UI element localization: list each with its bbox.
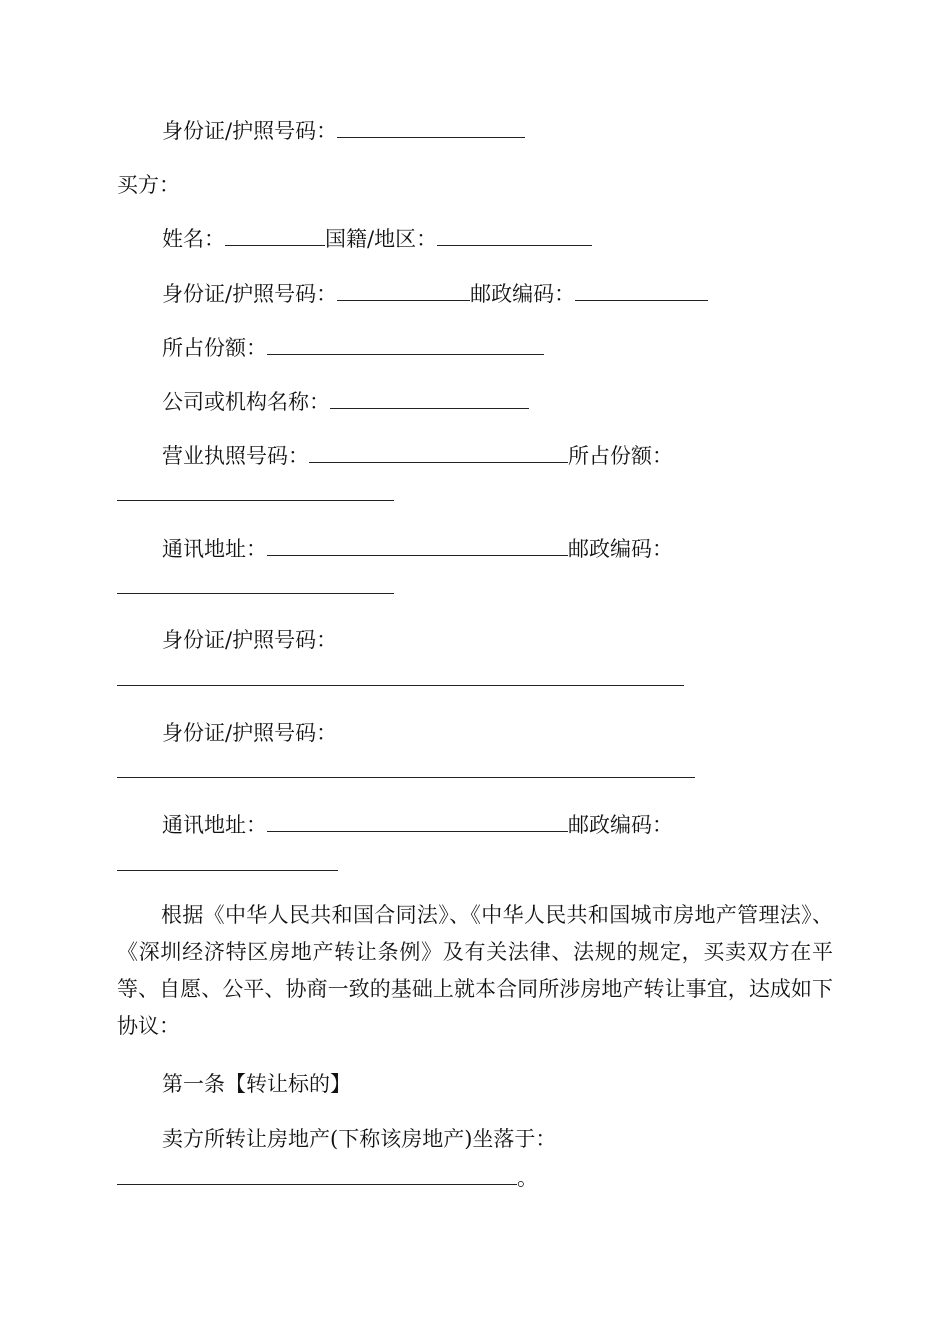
address-line (162, 535, 673, 563)
license-label: 营业执照号码： (162, 444, 309, 468)
id-label-2: 身份证/护照号码： (162, 628, 338, 652)
article-1-title: 第一条【转让标的】 (162, 1072, 351, 1096)
seller-id-line (162, 117, 525, 145)
id-line-2 (162, 626, 337, 654)
share-blank (267, 336, 544, 355)
location-blank (117, 1166, 517, 1185)
address-blank-2 (267, 813, 568, 832)
postcode-label: 邮政编码： (470, 282, 576, 306)
address-label: 通讯地址： (162, 537, 267, 561)
company-line (162, 388, 529, 416)
buyer-id-label: 身份证/护照号码： (162, 282, 338, 306)
buyer-id-blank (337, 282, 470, 301)
share-label: 所占份额： (162, 336, 267, 360)
seller-id-blank (337, 119, 525, 138)
postcode-blank (575, 282, 708, 301)
license-share-blank (117, 500, 394, 501)
address-postcode-blank (117, 593, 394, 594)
address-label-2: 通讯地址： (162, 813, 267, 837)
address-postcode-label-2: 邮政编码： (568, 813, 673, 837)
article-1-location (162, 1125, 556, 1153)
nationality-blank (437, 227, 592, 246)
buyer-name-line (162, 225, 592, 253)
license-share-label: 所占份额： (568, 444, 673, 468)
location-label: 卖方所转让房地产(下称该房地产)坐落于： (162, 1127, 557, 1151)
company-blank (330, 390, 529, 409)
location-line (117, 1164, 538, 1192)
location-end-mark: 。 (517, 1166, 538, 1190)
nationality-label: 国籍/地区： (325, 227, 438, 251)
license-line (162, 442, 673, 470)
name-blank (225, 227, 325, 246)
company-label: 公司或机构名称： (162, 390, 330, 414)
id-label-3: 身份证/护照号码： (162, 721, 338, 745)
id-blank-3 (117, 777, 695, 778)
buyer-id-line (162, 280, 708, 308)
address-blank (267, 537, 568, 556)
license-blank (309, 444, 568, 463)
id-line-3 (162, 719, 337, 747)
share-line (162, 334, 544, 362)
address-postcode-label: 邮政编码： (568, 537, 673, 561)
id-blank-2 (117, 685, 684, 686)
buyer-heading: 买方： (117, 173, 180, 197)
address-line-2 (162, 811, 673, 839)
name-label: 姓名： (162, 227, 225, 251)
seller-id-label: 身份证/护照号码： (162, 119, 338, 143)
address-postcode-blank-2 (117, 870, 338, 871)
preamble-paragraph: 根据《中华人民共和国合同法》、《中华人民共和国城市房地产管理法》、《深圳经济特区房地产转让条例》及有关法律、法规的规定，买卖双方在平等、自愿、公平、协商一致的基础上就本合同所涉房地产转让事宜，达成如下协议： (117, 903, 833, 1038)
